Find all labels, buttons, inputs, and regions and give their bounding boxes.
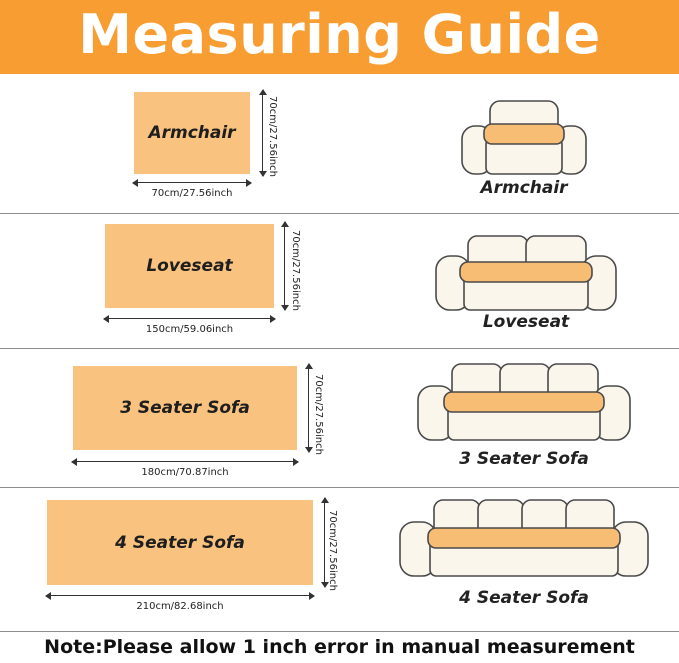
armchair-rect-label: Armchair	[148, 123, 236, 143]
armchair-depth-text: 70cm/27.56inch	[267, 96, 278, 177]
header-banner	[0, 0, 679, 74]
four-seater-name: 4 Seater Sofa	[459, 588, 589, 608]
loveseat-size-rect	[105, 224, 274, 308]
armchair-width-text: 70cm/27.56inch	[151, 188, 233, 199]
loveseat-name: Loveseat	[482, 312, 570, 332]
three-seater-rect-label: 3 Seater Sofa	[120, 398, 250, 418]
armchair-size-rect	[134, 92, 250, 174]
loveseat-icon	[434, 234, 618, 312]
section-divider	[0, 348, 679, 349]
section-divider	[0, 213, 679, 214]
loveseat-rect-label: Loveseat	[146, 256, 233, 276]
four-seater-size-rect	[47, 500, 313, 585]
loveseat-width-text: 150cm/59.06inch	[145, 324, 234, 335]
measurement-note: Note:Please allow 1 inch error in manual measurement	[44, 636, 635, 658]
loveseat-depth-text: 70cm/27.56inch	[290, 230, 301, 311]
armchair-name: Armchair	[480, 178, 568, 198]
page-title: Measuring Guide	[78, 3, 601, 66]
three-seater-sofa-icon	[416, 362, 632, 442]
four-seater-depth-text: 70cm/27.56inch	[327, 510, 338, 591]
three-seater-name: 3 Seater Sofa	[459, 449, 589, 469]
three-seater-size-rect	[73, 366, 297, 450]
four-seater-sofa-icon	[398, 498, 650, 578]
three-seater-width-text: 180cm/70.87inch	[141, 467, 229, 478]
four-seater-width-text: 210cm/82.68inch	[136, 601, 224, 612]
armchair-icon	[460, 98, 588, 176]
section-divider	[0, 631, 679, 632]
four-seater-rect-label: 4 Seater Sofa	[115, 532, 245, 553]
section-divider	[0, 487, 679, 488]
three-seater-depth-text: 70cm/27.56inch	[313, 374, 324, 455]
